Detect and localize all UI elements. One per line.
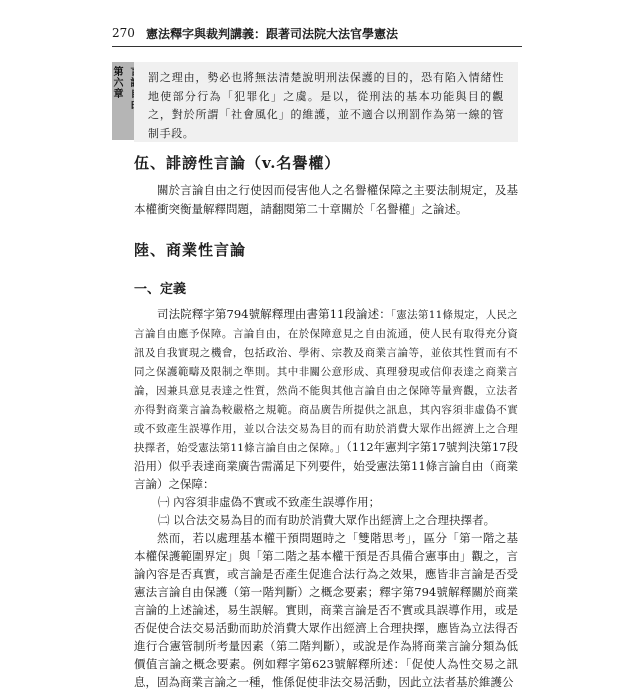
section-paragraph-defamation: 關於言論自由之行使因而侵害他人之名譽權保障之主要法制規定，及基本權衝突衡量解釋問題，請翻閱第二十章關於「名譽權」之論述。 [134,183,518,216]
section-heading-defamation: 伍、誹謗性言論（v.名譽權） [134,154,341,172]
analysis-paragraph: 然而，若以處理基本權干預問題時之「雙階思考」，區分「第一階之基本權保護範圍界定」與「第二階之基本權干預是否具備合憲事由」觀之，言論內容是否真實，或言論是否產生促進合法行為之效果，應皆非言論是否受憲法言論自由保護（第一階判斷）之概念要素；釋字第794號解釋關於商業言論的上述論述，易生誤解。實則，商業言論是否不實或具誤導作用，或是否促使合法交易活動而助於消費大眾作出經濟上合理抉擇，應皆為立法得否進行合憲管制所考量因素（第二階判斷），或說是作為將商業言論分類為低價值言論之概念要素。例如釋字第623號解釋所述：「促使人為性交易之訊息，固為商業言論之一種，惟係促使非法交易活動，因此立法者基於維護公 [134,531,518,689]
requirement-item: ㈠ 內容須非虛偽不實或不致產生誤導作用； [158,495,381,509]
running-header [112,22,512,44]
chapter-label: 第六章 [111,66,122,99]
header-rule [112,46,522,47]
subsection-heading-definition: 一、定義 [134,282,187,297]
paragraph-tail: （112年憲判字第17號判決第17段沿用）似乎表達商業廣告需滿足下列要件，始受憲法第11條言論自由（商業言論）之保障： [134,440,519,491]
book-title: 憲法釋字與裁判講義：跟著司法院大法官學憲法 [146,26,399,41]
paragraph-lead: 司法院釋字第794號解釋理由書第11段論述： [157,307,391,321]
page-number: 270 [112,26,135,40]
quote-box-text: 罰之理由，勢必也將無法清楚說明刑法保護的目的，恐有陷入情緒性地使部分行為「犯罪化」之虞。是以，從刑法的基本功能與目的觀之，對於所謂「社會風化」的維護，並不適合以刑罰作為第一線的管制手段。 [148,71,504,140]
quoted-interpretation: 「憲法第11條規定，人民之言論自由應予保障。言論自由，在於保障意見之自由流通，使人民有取得充分資訊及自我實現之機會，包括政治、學術、宗教及商業言論等，並依其性質而有不同之保護範疇及限制之準則。其中非關公意形成、真理發現或信仰表達之商業言論，因兼具意見表達之性質，然尚不能與其他言論自由之保障等量齊觀，立法者亦得對商業言論為較嚴格之規範。商品廣告所提供之訊息，其內容須非虛偽不實或不致產生誤導作用，並以合法交易為目的而有助於消費大眾作出經濟上之合理抉擇者，始受憲法第11條言論自由之保障。」 [134,309,518,454]
requirement-item: ㈡ 以合法交易為目的而有助於消費大眾作出經濟上之合理抉擇者。 [158,513,496,527]
definition-paragraph [134,305,518,493]
section-heading-commercial-speech: 陸、商業性言論 [134,241,247,259]
quote-box [134,62,518,142]
main-content [134,152,518,691]
